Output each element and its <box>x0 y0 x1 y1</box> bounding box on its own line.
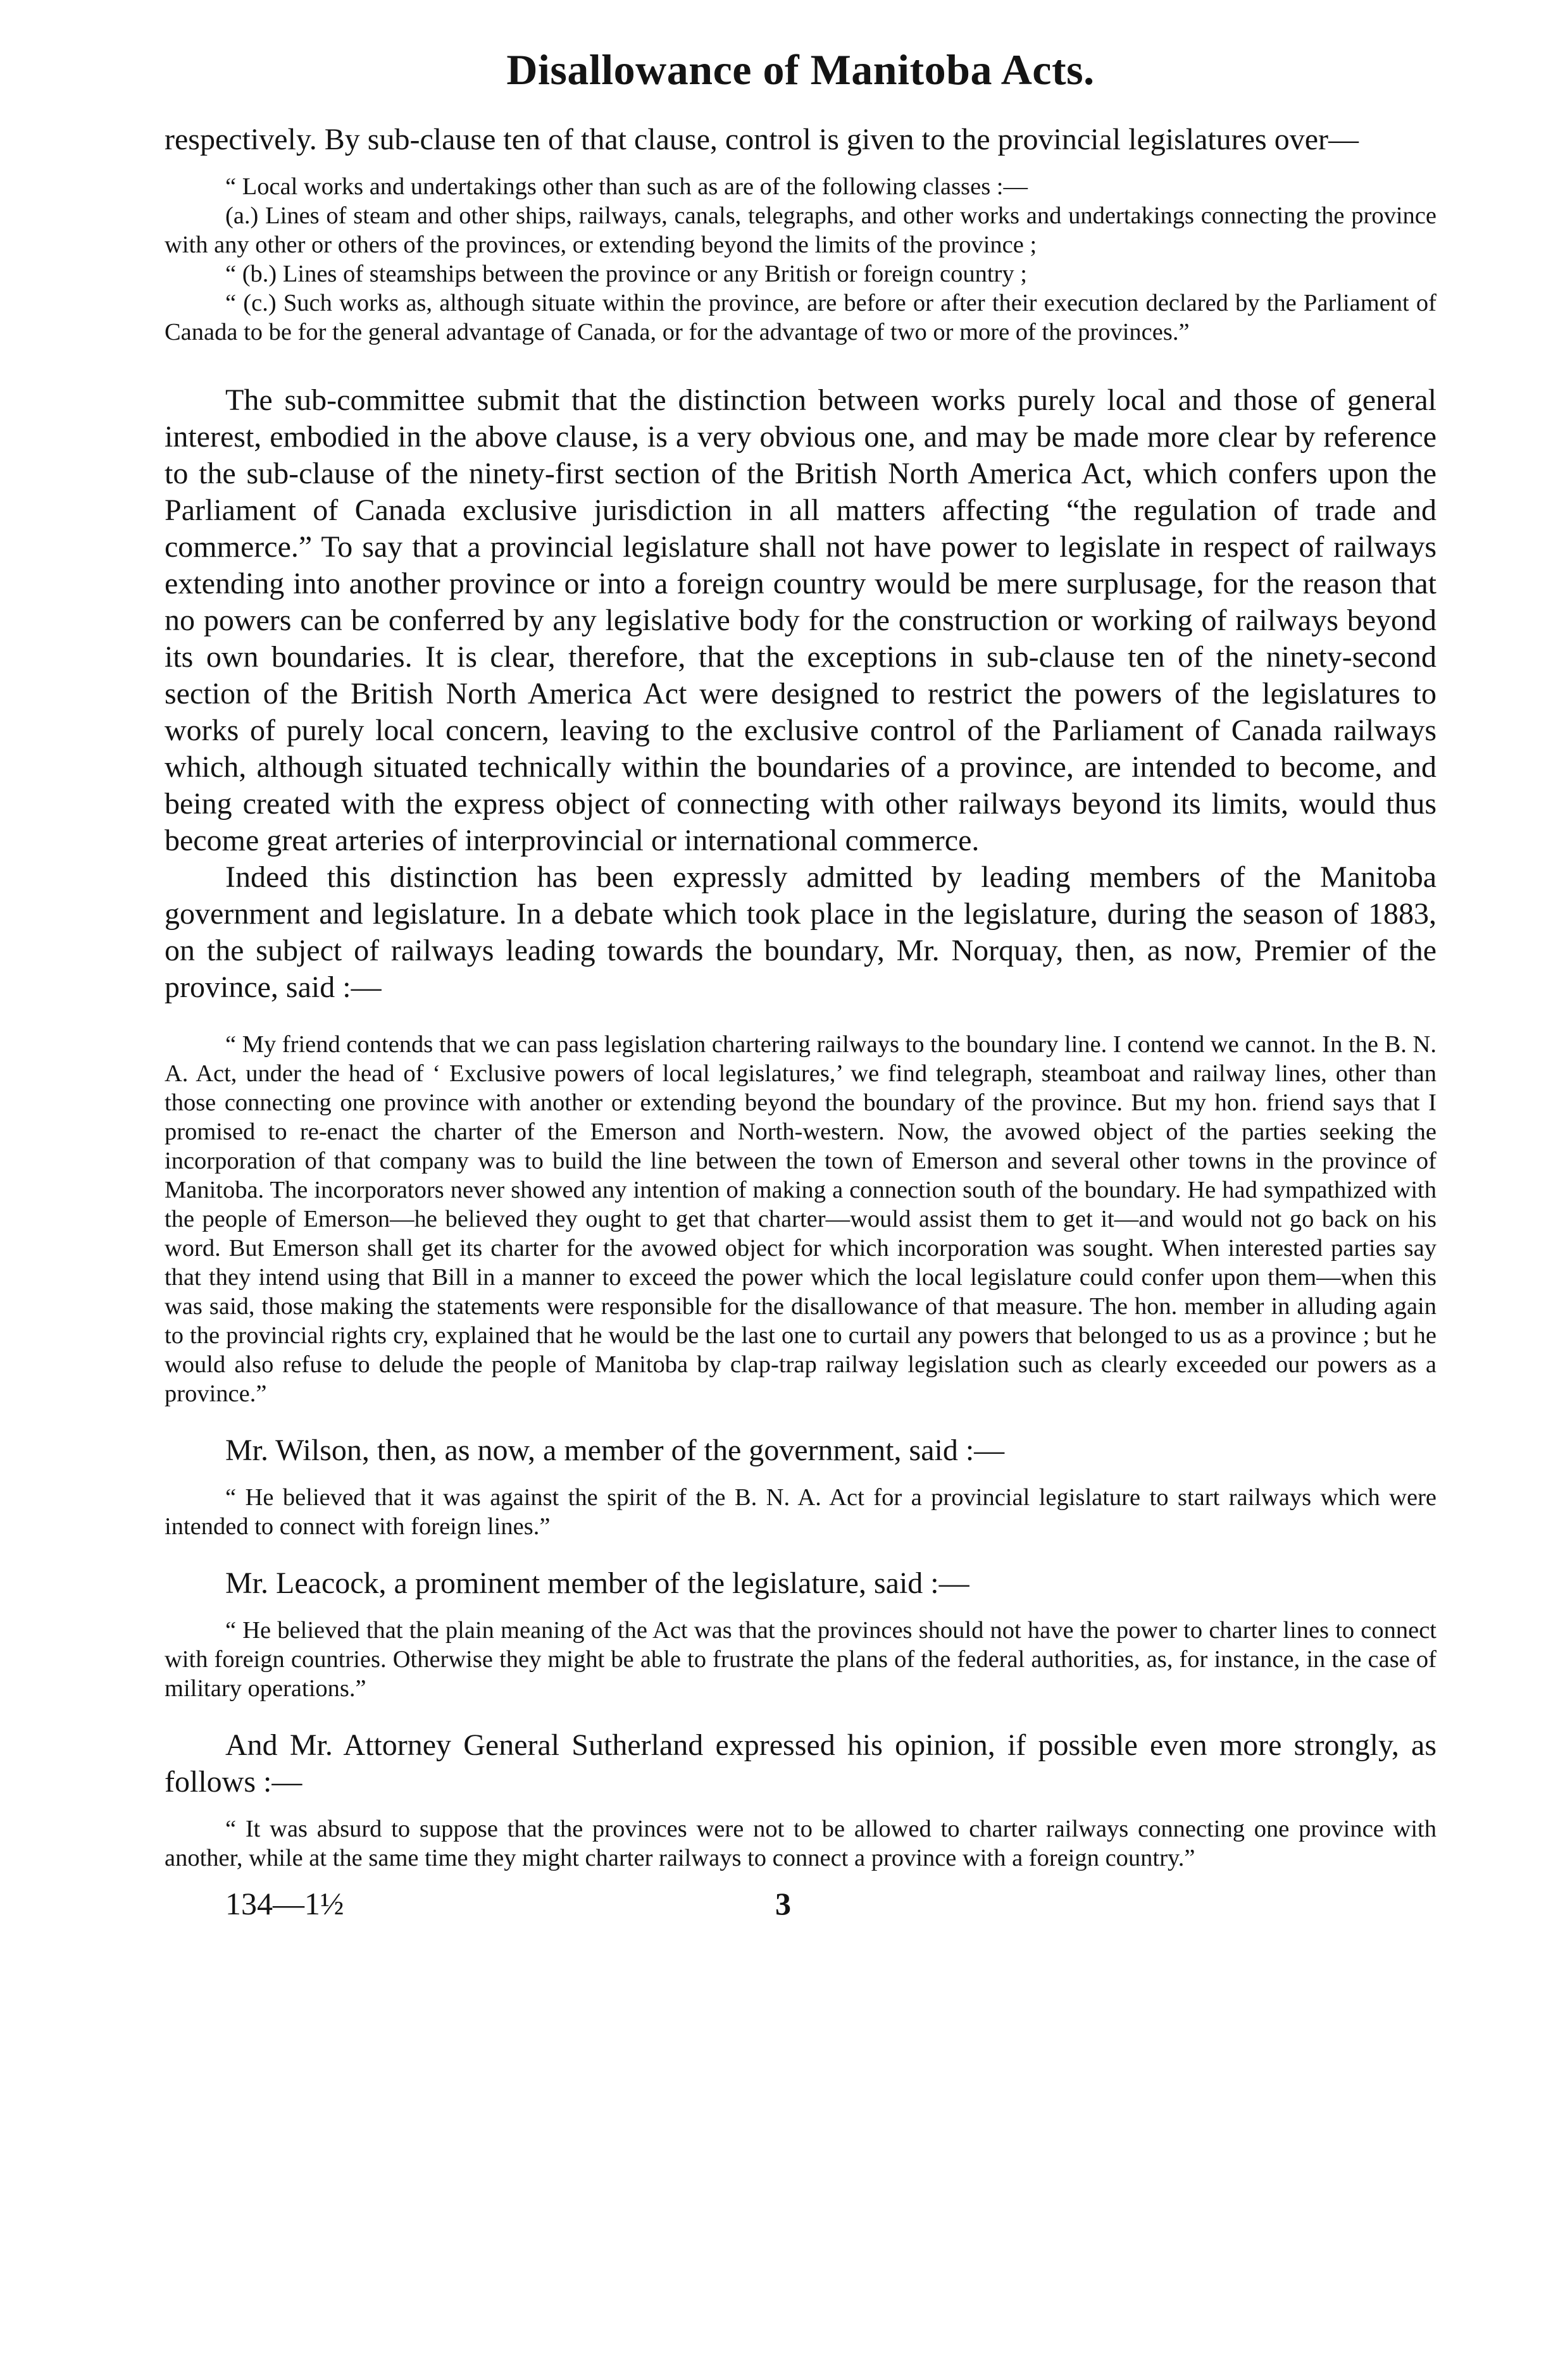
quote-clause-b: “ (b.) Lines of steamships between the province or any British or foreign country ; <box>225 260 1027 287</box>
quote-sutherland: “ It was absurd to suppose that the provinces were not to be allowed to charter railways connecting one province with another, while at the same time they might charter railways to connect a province with a foreign country.” <box>165 1815 1436 1871</box>
quote-leacock: “ He believed that the plain meaning of the Act was that the provinces should not have the power to charter lines to connect with foreign countries. Otherwise they might be able to frustrate the plans of the federal authorities, as, for instance, in the case of military operations.” <box>165 1616 1436 1702</box>
page-title: Disallowance of Manitoba Acts. <box>506 46 1095 94</box>
document-page <box>165 44 1436 1926</box>
quote-clause-a: (a.) Lines of steam and other ships, railways, canals, telegraphs, and other works and undertakings connecting the province with any other or others of the provinces, or extending beyond the limits of the province ; <box>165 202 1436 258</box>
block-quote-clause <box>165 172 1436 347</box>
paragraph-distinction-admitted: Indeed this distinction has been expressly admitted by leading members of the Manitoba government and legislature. In a debate which took place in the legislature, during the season of 1883, on the subject of railways leading towards the boundary, Mr. Norquay, then, as now, Premier of the province, said :— <box>165 860 1436 1004</box>
paragraph-leacock: Mr. Leacock, a prominent member of the legislature, said :— <box>225 1566 969 1600</box>
paragraph-sub-committee: The sub-committee submit that the distinction between works purely local and those of general interest, embodied in the above clause, is a very obvious one, and may be made more clear by reference to the sub-clause of the ninety-first section of the British North America Act, which confers upon the Parliament of Canada exclusive jurisdiction in all matters affecting “the regulation of trade and commerce.” To say that a provincial legislature shall not have power to legislate in respect of railways extending into another province or into a foreign country would be mere surplusage, for the reason that no powers can be conferred by any legislative body for the construction or working of railways beyond its own boundaries. It is clear, therefore, that the exceptions in sub-clause ten of the ninety-second section of the British North America Act were designed to restrict the powers of the legislatures to works of purely local concern, leaving to the exclusive control of the Parliament of Canada railways which, although situated technically within the boundaries of a province, are intended to become, and being created with the express object of connecting with other railways beyond its limits, would thus become great arteries of interprovincial or international commerce. <box>165 383 1436 857</box>
page-number: 3 <box>775 1885 791 1921</box>
paragraph-sutherland: And Mr. Attorney General Sutherland expressed his opinion, if possible even more strongly, as follows :— <box>165 1728 1436 1799</box>
quote-norquay: “ My friend contends that we can pass legislation chartering railways to the boundary line. I contend we cannot. In the B. N. A. Act, under the head of ‘ Exclusive powers of local legislatures,’ we find telegraph, steamboat and railway lines, other than those connecting one province with another or extending beyond the boundary of the province. But my hon. friend says that I promised to re-enact the charter of the Emerson and North-western. Now, the avowed object of the parties seeking the incorporation of that company was to build the line between the town of Emerson and several other towns in the province of Manitoba. The incorporators never showed any intention of making a connection south of the boundary. He had sympathized with the people of Emerson—he believed they ought to get that charter—would assist them to get it—and would not go back on his word. But Emerson shall get its charter for the avowed object for which incorporation was sought. When interested parties say that they intend using that Bill in a manner to exceed the power which the local legislature could confer upon them—when this was said, those making the statements were responsible for the disallowance of that measure. The hon. member in alluding again to the provincial rights cry, explained that he would be the last one to curtail any powers that belonged to us as a province ; but he would also refuse to delude the people of Manitoba by clap-trap railway legislation such as clearly exceeded our powers as a province.” <box>165 1031 1436 1407</box>
quote-clause-c: “ (c.) Such works as, although situate within the province, are before or after their execution declared by the Parliament of Canada to be for the general advantage of Canada, or for the advantage of two or more of the provinces.” <box>165 289 1436 345</box>
page-footer <box>165 1881 1436 1926</box>
quote-clause-intro: “ Local works and undertakings other than such as are of the following classes :— <box>225 173 1028 200</box>
paragraph-continuation: respectively. By sub-clause ten of that clause, control is given to the provincial legislatures over— <box>165 122 1359 156</box>
printer-signature: 134—1½ <box>225 1885 344 1921</box>
paragraph-wilson: Mr. Wilson, then, as now, a member of the government, said :— <box>225 1433 1005 1467</box>
quote-wilson: “ He believed that it was against the spirit of the B. N. A. Act for a provincial legislature to start railways which were intended to connect with foreign lines.” <box>165 1484 1436 1540</box>
